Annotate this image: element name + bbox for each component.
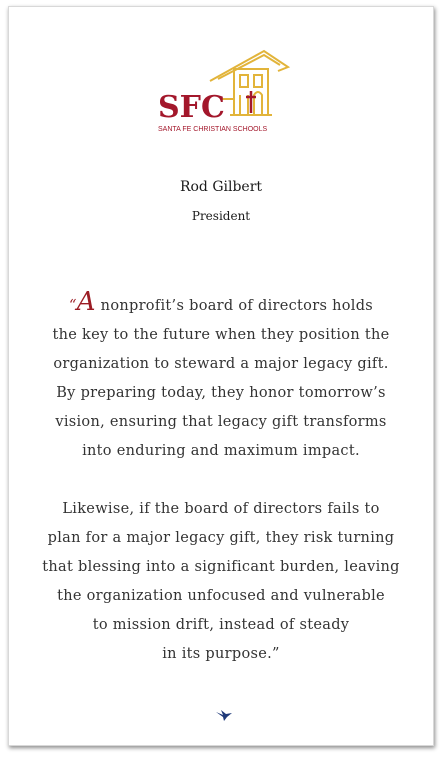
quote-paragraph-1 [29,287,413,466]
open-quote-mark: “ [68,298,77,314]
quote-line: to mission drift, instead of steady [92,617,350,633]
speaker-name: Rod Gilbert [179,179,263,195]
drop-cap: A [76,287,96,317]
svg-text:SANTA FE CHRISTIAN SCHOOLS: SANTA FE CHRISTIAN SCHOOLS [158,126,268,133]
quote-line: in its purpose.” [162,646,280,662]
quote-line: nonprofit’s board of directors holds [95,298,374,314]
logo-graphic [154,47,294,139]
quote-paragraph-2 [29,495,413,669]
quote-text [29,287,413,669]
quote-card [8,6,434,746]
sfc-logo [154,47,294,139]
quote-line: organization to steward a major legacy gift. [53,356,389,372]
bird-icon [215,707,233,721]
svg-text:SFC: SFC [158,90,225,125]
speaker-title: President [191,209,251,223]
quote-line: By preparing today, they honor tomorrow’s [56,385,386,401]
quote-line: Likewise, if the board of directors fails to [62,501,380,517]
quote-line: the organization unfocused and vulnerable [57,588,385,604]
quote-line: plan for a major legacy gift, they risk turning [47,530,395,546]
quote-line: that blessing into a significant burden, leaving [42,559,400,575]
quote-line: the key to the future when they position the [52,327,390,343]
quote-line: into enduring and maximum impact. [82,443,360,459]
quote-line: vision, ensuring that legacy gift transforms [55,414,387,430]
